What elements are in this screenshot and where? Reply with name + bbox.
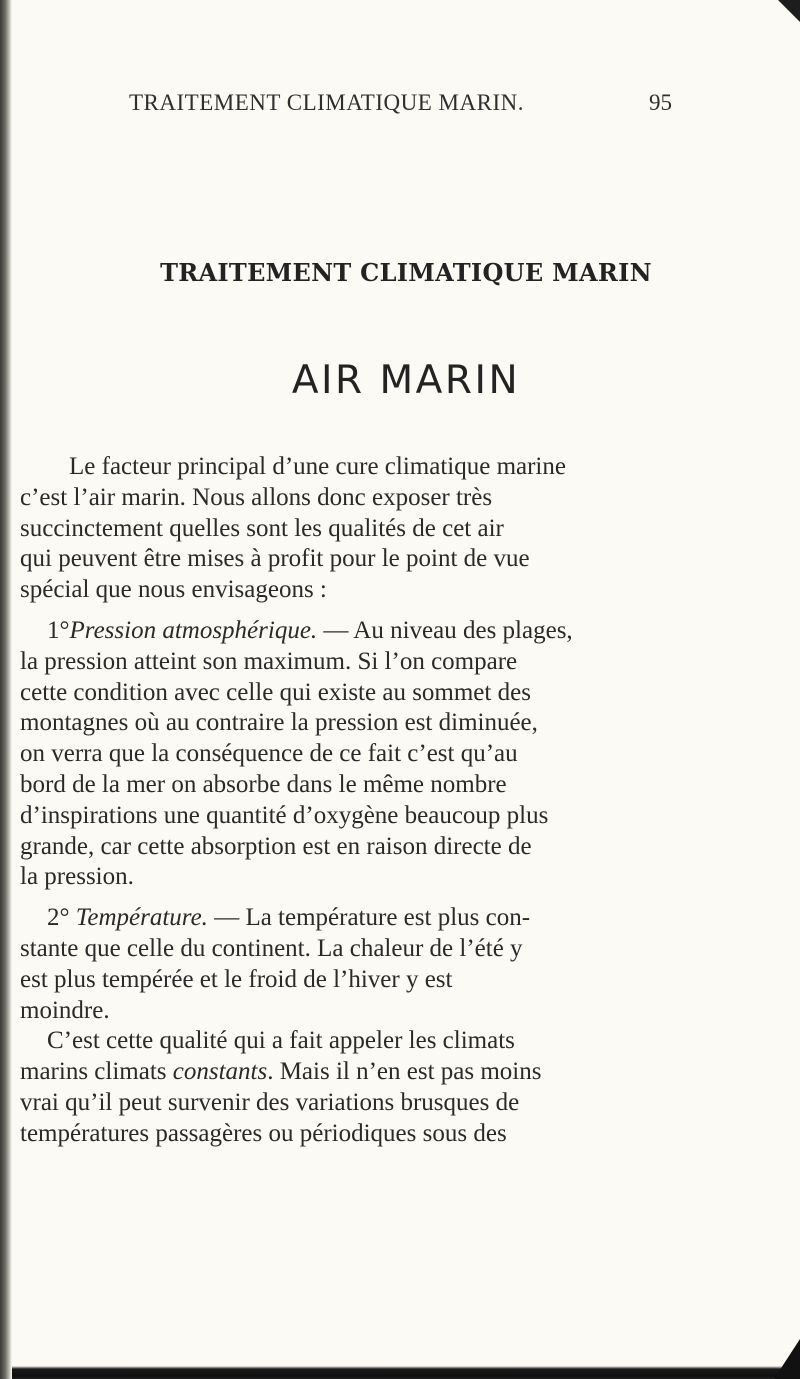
text-line: cette condition avec celle qui existe au sommet des — [20, 678, 531, 706]
text-line: spécial que nous envisageons : — [20, 576, 327, 604]
text-line: la pression atteint son maximum. Si l’on compare — [20, 647, 518, 675]
page-bottom-corner — [774, 1339, 800, 1379]
paragraph-intro — [20, 452, 720, 606]
text-fragment: . Mais il n’en est pas moins — [267, 1058, 542, 1086]
text-line: grande, car cette absorption est en raison directe de — [20, 832, 532, 860]
text-line: bord de la mer on absorbe dans le même nombre — [20, 770, 507, 798]
paragraph-temperature — [20, 903, 720, 1026]
item-number: 1° — [47, 616, 70, 644]
book-page — [12, 0, 800, 1379]
text-line: vrai qu’il peut survenir des variations brusques de — [20, 1088, 520, 1116]
text-line: Le facteur principal d’une cure climatique marine — [69, 453, 566, 480]
page-binding-edge — [0, 0, 12, 1379]
text-line: est plus tempérée et le froid de l’hiver y est — [20, 965, 453, 993]
page-corner-mark — [778, 0, 800, 22]
running-head — [115, 90, 672, 122]
item-heading: Température. — [75, 904, 208, 932]
text-fragment: — Au niveau des plages, — [317, 616, 573, 644]
body-text — [20, 452, 720, 1150]
text-line: on verra que la conséquence de ce fait c’est qu’au — [20, 740, 518, 768]
paragraph-climats — [20, 1026, 720, 1149]
text-fragment: — La température est plus con- — [207, 904, 531, 932]
text-line: qui peuvent être mises à profit pour le point de vue — [20, 545, 530, 573]
text-line — [20, 903, 720, 934]
text-line: températures passagères ou périodiques sous des — [20, 1119, 507, 1147]
item-heading: Pression atmosphérique. — [69, 616, 318, 644]
page-bottom-edge — [12, 1366, 800, 1379]
text-line — [20, 1057, 720, 1088]
text-line: stante que celle du continent. La chaleur de l’été y — [20, 934, 523, 962]
text-fragment: marins climats — [20, 1058, 173, 1086]
page-number: 95 — [649, 90, 672, 115]
item-number: 2° — [47, 904, 70, 932]
section-title: AIR MARIN — [291, 358, 521, 403]
text-line: d’inspirations une quantité d’oxygène beaucoup plus — [20, 801, 549, 829]
text-line: succinctement quelles sont les qualités de cet air — [20, 514, 504, 542]
running-head-title: TRAITEMENT CLIMATIQUE MARIN. — [129, 90, 524, 115]
emphasis-text: constants — [172, 1058, 268, 1086]
text-line: moindre. — [20, 996, 110, 1024]
paragraph-pression — [20, 616, 720, 893]
chapter-title: TRAITEMENT CLIMATIQUE MARIN — [160, 258, 652, 287]
text-line: montagnes où au contraire la pression est diminuée, — [20, 709, 538, 737]
text-line: C’est cette qualité qui a fait appeler les climats — [47, 1027, 515, 1055]
text-line — [20, 616, 720, 647]
text-line: c’est l’air marin. Nous allons donc exposer très — [20, 483, 493, 511]
text-line: la pression. — [20, 863, 134, 891]
